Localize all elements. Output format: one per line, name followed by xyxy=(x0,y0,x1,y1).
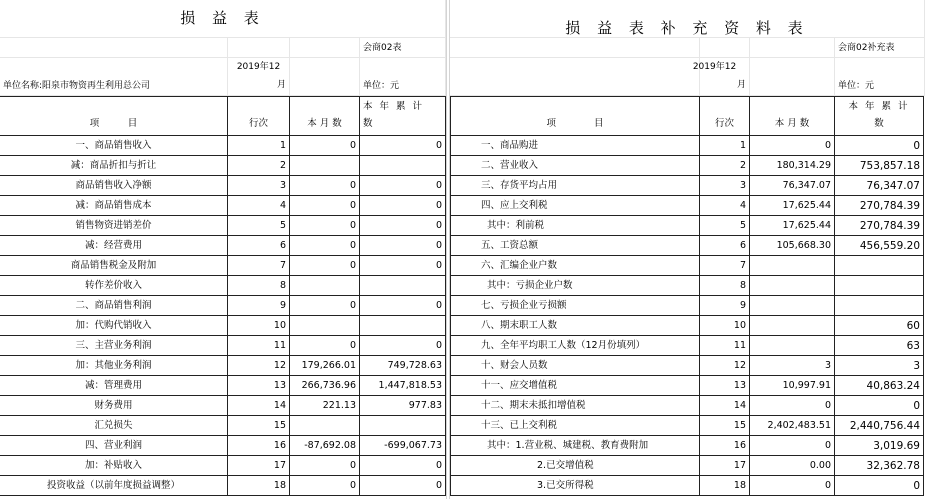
row-month-value xyxy=(290,156,360,176)
table-row xyxy=(450,476,925,496)
row-item: 2.已交增值税 xyxy=(450,456,700,476)
row-month-value: 17,625.44 xyxy=(750,216,835,236)
income-statement xyxy=(0,0,446,499)
row-line-no: 15 xyxy=(700,416,750,436)
table-row xyxy=(0,456,446,476)
table-row xyxy=(0,276,446,296)
row-item: 减：经营费用 xyxy=(0,236,228,256)
blank-cell xyxy=(750,38,835,58)
table-row xyxy=(450,336,925,356)
table-row xyxy=(450,316,925,336)
col-header-month: 本 月 数 xyxy=(290,96,360,136)
row-ytd-value: 977.83 xyxy=(360,396,446,416)
row-month-value xyxy=(290,416,360,436)
row-item: 二、商品销售利润 xyxy=(0,296,228,316)
row-month-value: 179,266.01 xyxy=(290,356,360,376)
supplement-title: 损 益 表 补 充 资 料 表 xyxy=(450,0,925,38)
table-row xyxy=(0,256,446,276)
row-item: 销售物资进销差价 xyxy=(0,216,228,236)
row-ytd-value: 0 xyxy=(360,296,446,316)
table-row xyxy=(450,236,925,256)
row-month-value: 10,997.91 xyxy=(750,376,835,396)
row-item: 转作差价收入 xyxy=(0,276,228,296)
row-item: 二、营业收入 xyxy=(450,156,700,176)
period-year: 2019年12 xyxy=(692,62,737,72)
row-line-no: 4 xyxy=(700,196,750,216)
row-ytd-value xyxy=(835,296,924,316)
row-ytd-value: 0 xyxy=(835,476,924,496)
row-line-no: 3 xyxy=(700,176,750,196)
table-row xyxy=(450,156,925,176)
row-month-value: 0 xyxy=(290,296,360,316)
table-row xyxy=(0,136,446,156)
blank-cell xyxy=(450,38,700,58)
ytd-header-line1: 本 年 累 计 xyxy=(848,101,910,112)
row-item: 其中：亏损企业户数 xyxy=(450,276,700,296)
row-month-value: 180,314.29 xyxy=(750,156,835,176)
row-ytd-value: 0 xyxy=(360,216,446,236)
row-line-no: 18 xyxy=(228,476,290,496)
period-cell xyxy=(692,58,750,96)
row-month-value: 0 xyxy=(750,136,835,156)
row-ytd-value: 0 xyxy=(835,396,924,416)
row-month-value: 0 xyxy=(290,216,360,236)
row-ytd-value: 0 xyxy=(360,236,446,256)
row-line-no: 15 xyxy=(228,416,290,436)
row-line-no: 7 xyxy=(228,256,290,276)
code-row xyxy=(450,38,925,58)
table-row xyxy=(450,196,925,216)
period-cell xyxy=(228,58,290,96)
table-row xyxy=(0,396,446,416)
row-item: 五、工资总额 xyxy=(450,236,700,256)
table-row xyxy=(0,176,446,196)
row-month-value xyxy=(750,316,835,336)
table-row xyxy=(450,216,925,236)
row-ytd-value: 63 xyxy=(835,336,924,356)
row-month-value: 0 xyxy=(750,476,835,496)
row-ytd-value: 2,440,756.44 xyxy=(835,416,924,436)
row-line-no: 5 xyxy=(228,216,290,236)
row-item: 一、商品购进 xyxy=(450,136,700,156)
row-month-value: 2,402,483.51 xyxy=(750,416,835,436)
row-line-no: 17 xyxy=(700,456,750,476)
row-ytd-value: 3,019.69 xyxy=(835,436,924,456)
row-month-value: 0 xyxy=(290,196,360,216)
row-item: 一、商品销售收入 xyxy=(0,136,228,156)
table-row xyxy=(450,296,925,316)
unit-name: 单位名称:阳泉市物资再生利用总公司 xyxy=(0,58,228,96)
row-line-no: 1 xyxy=(228,136,290,156)
row-line-no: 14 xyxy=(228,396,290,416)
row-month-value: 0 xyxy=(290,176,360,196)
period-month: 月 xyxy=(276,80,286,90)
period-year: 2019年12 xyxy=(236,62,281,72)
row-month-value: 0 xyxy=(750,436,835,456)
report-title: 损 益 表 xyxy=(0,0,446,38)
row-item: 四、营业利润 xyxy=(0,436,228,456)
unit-row xyxy=(450,58,925,96)
table-row xyxy=(0,476,446,496)
row-item: 七、亏损企业亏损额 xyxy=(450,296,700,316)
row-month-value: 0 xyxy=(290,256,360,276)
row-line-no: 9 xyxy=(228,296,290,316)
row-ytd-value: 0 xyxy=(360,136,446,156)
table-row xyxy=(0,316,446,336)
ytd-header-line1: 本 年 累 计 xyxy=(363,101,425,112)
blank-cell xyxy=(290,38,360,58)
row-ytd-value: 40,863.24 xyxy=(835,376,924,396)
row-line-no: 8 xyxy=(700,276,750,296)
unit-label: 单位：元 xyxy=(360,58,446,96)
row-line-no: 1 xyxy=(700,136,750,156)
table-row xyxy=(450,176,925,196)
row-month-value: 76,347.07 xyxy=(750,176,835,196)
row-item: 减：管理费用 xyxy=(0,376,228,396)
header-row xyxy=(0,96,446,136)
table-row xyxy=(450,436,925,456)
row-month-value: 0 xyxy=(290,136,360,156)
row-item: 商品销售税金及附加 xyxy=(0,256,228,276)
col-header-ytd xyxy=(835,96,924,136)
row-ytd-value: 1,447,818.53 xyxy=(360,376,446,396)
table-row xyxy=(450,456,925,476)
row-month-value xyxy=(750,256,835,276)
row-item: 加：补贴收入 xyxy=(0,456,228,476)
col-header-line: 行次 xyxy=(700,96,750,136)
row-ytd-value xyxy=(835,256,924,276)
row-month-value: 0 xyxy=(290,236,360,256)
row-month-value xyxy=(750,296,835,316)
row-line-no: 14 xyxy=(700,396,750,416)
row-month-value: 0 xyxy=(750,396,835,416)
col-header-ytd xyxy=(360,96,446,136)
table-row xyxy=(0,236,446,256)
row-ytd-value: 749,728.63 xyxy=(360,356,446,376)
col-header-item: 项 目 xyxy=(450,96,700,136)
unit-row xyxy=(0,58,446,96)
row-item: 十、财会人员数 xyxy=(450,356,700,376)
ytd-header-line2: 数 xyxy=(874,118,884,129)
row-item: 汇兑损失 xyxy=(0,416,228,436)
row-item: 三、存货平均占用 xyxy=(450,176,700,196)
row-item: 三、主营业务利润 xyxy=(0,336,228,356)
row-line-no: 17 xyxy=(228,456,290,476)
row-line-no: 2 xyxy=(700,156,750,176)
blank-cell xyxy=(228,38,290,58)
row-ytd-value: 270,784.39 xyxy=(835,216,924,236)
period-month: 月 xyxy=(736,80,746,90)
row-line-no: 10 xyxy=(700,316,750,336)
table-row xyxy=(0,296,446,316)
row-item: 四、应上交利税 xyxy=(450,196,700,216)
col-header-line: 行次 xyxy=(228,96,290,136)
row-line-no: 3 xyxy=(228,176,290,196)
row-item: 其中：1.营业税、城建税、教育费附加 xyxy=(450,436,700,456)
table-row xyxy=(0,336,446,356)
row-item: 3.已交所得税 xyxy=(450,476,700,496)
code-row xyxy=(0,38,446,58)
row-line-no: 10 xyxy=(228,316,290,336)
table-row xyxy=(450,396,925,416)
row-ytd-value: 0 xyxy=(360,476,446,496)
row-line-no: 16 xyxy=(228,436,290,456)
table-row xyxy=(0,156,446,176)
row-item: 减：商品销售成本 xyxy=(0,196,228,216)
table-row xyxy=(0,356,446,376)
blank-cell xyxy=(290,58,360,96)
row-line-no: 8 xyxy=(228,276,290,296)
row-item: 其中：利前税 xyxy=(450,216,700,236)
row-month-value: 0 xyxy=(290,336,360,356)
ytd-header-line2: 数 xyxy=(363,118,373,129)
blank-cell xyxy=(750,58,835,96)
row-item: 八、期末职工人数 xyxy=(450,316,700,336)
row-item: 十三、已上交利税 xyxy=(450,416,700,436)
table-row xyxy=(0,376,446,396)
row-month-value: 0 xyxy=(290,476,360,496)
row-month-value: 105,668.30 xyxy=(750,236,835,256)
row-ytd-value: 456,559.20 xyxy=(835,236,924,256)
unit-label: 单位：元 xyxy=(835,58,925,96)
row-ytd-value: 76,347.07 xyxy=(835,176,924,196)
table-row xyxy=(0,416,446,436)
row-line-no: 12 xyxy=(228,356,290,376)
col-header-item: 项 目 xyxy=(0,96,228,136)
row-ytd-value: 0 xyxy=(360,456,446,476)
row-ytd-value xyxy=(360,316,446,336)
row-item: 十二、期末未抵扣增值税 xyxy=(450,396,700,416)
row-month-value: 221.13 xyxy=(290,396,360,416)
row-line-no: 16 xyxy=(700,436,750,456)
row-line-no: 18 xyxy=(700,476,750,496)
table-row xyxy=(0,196,446,216)
row-ytd-value: 32,362.78 xyxy=(835,456,924,476)
supplement-code: 会商02补充表 xyxy=(835,38,925,58)
row-item: 财务费用 xyxy=(0,396,228,416)
row-line-no: 9 xyxy=(700,296,750,316)
row-ytd-value xyxy=(835,276,924,296)
report-code: 会商02表 xyxy=(360,38,446,58)
income-supplement xyxy=(450,0,925,499)
row-item: 十一、应交增值税 xyxy=(450,376,700,396)
row-ytd-value: 3 xyxy=(835,356,924,376)
table-row xyxy=(450,376,925,396)
row-line-no: 11 xyxy=(228,336,290,356)
row-month-value: 0.00 xyxy=(750,456,835,476)
row-line-no: 13 xyxy=(228,376,290,396)
row-line-no: 12 xyxy=(700,356,750,376)
row-month-value xyxy=(290,276,360,296)
row-ytd-value: 0 xyxy=(360,256,446,276)
row-line-no: 2 xyxy=(228,156,290,176)
row-ytd-value xyxy=(360,156,446,176)
row-item: 投资收益（以前年度损益调整） xyxy=(0,476,228,496)
row-month-value xyxy=(750,336,835,356)
title-row xyxy=(450,0,925,38)
table-row xyxy=(450,416,925,436)
row-ytd-value xyxy=(360,416,446,436)
row-line-no: 5 xyxy=(700,216,750,236)
row-ytd-value: 753,857.18 xyxy=(835,156,924,176)
row-month-value xyxy=(290,316,360,336)
table-row xyxy=(450,356,925,376)
row-line-no: 6 xyxy=(700,236,750,256)
row-ytd-value: -699,067.73 xyxy=(360,436,446,456)
row-item: 商品销售收入净额 xyxy=(0,176,228,196)
table-row xyxy=(450,136,925,156)
row-month-value: 0 xyxy=(290,456,360,476)
row-ytd-value: 0 xyxy=(360,196,446,216)
row-item: 六、汇编企业户数 xyxy=(450,256,700,276)
row-ytd-value xyxy=(360,276,446,296)
row-month-value: 3 xyxy=(750,356,835,376)
table-row xyxy=(0,436,446,456)
row-month-value: 17,625.44 xyxy=(750,196,835,216)
row-month-value: 266,736.96 xyxy=(290,376,360,396)
row-ytd-value: 270,784.39 xyxy=(835,196,924,216)
row-item: 九、全年平均职工人数（12月份填列） xyxy=(450,336,700,356)
col-header-month: 本 月 数 xyxy=(750,96,835,136)
table-row xyxy=(450,256,925,276)
row-ytd-value: 60 xyxy=(835,316,924,336)
header-row xyxy=(450,96,925,136)
row-ytd-value: 0 xyxy=(360,336,446,356)
row-ytd-value: 0 xyxy=(835,136,924,156)
row-line-no: 7 xyxy=(700,256,750,276)
row-item: 加：代购代销收入 xyxy=(0,316,228,336)
row-line-no: 6 xyxy=(228,236,290,256)
title-row xyxy=(0,0,446,38)
row-item: 减：商品折扣与折让 xyxy=(0,156,228,176)
row-month-value xyxy=(750,276,835,296)
table-row xyxy=(450,276,925,296)
blank-cell xyxy=(0,38,228,58)
row-line-no: 13 xyxy=(700,376,750,396)
row-item: 加：其他业务利润 xyxy=(0,356,228,376)
row-month-value: -87,692.08 xyxy=(290,436,360,456)
row-ytd-value: 0 xyxy=(360,176,446,196)
blank-cell xyxy=(450,58,700,96)
blank-cell xyxy=(700,38,750,58)
row-line-no: 4 xyxy=(228,196,290,216)
table-row xyxy=(0,216,446,236)
row-line-no: 11 xyxy=(700,336,750,356)
